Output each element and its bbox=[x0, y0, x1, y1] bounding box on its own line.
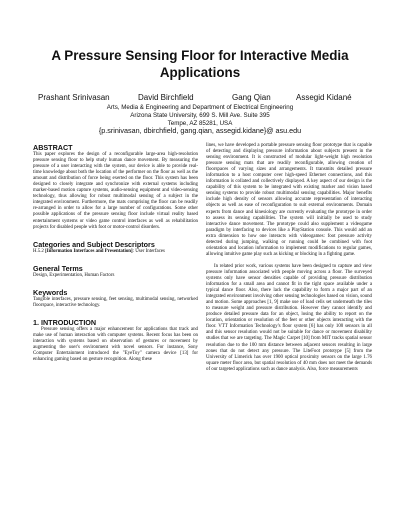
right-column bbox=[206, 143, 372, 373]
affiliation-line: Arts, Media & Engineering and Department of Electrical Engineering bbox=[106, 104, 294, 111]
keywords-text: Tangible interfaces, pressure sensing, feet sensing, multimodal sensing, networked floorspace, interactive technology. bbox=[33, 296, 198, 308]
affiliation-line: Arizona State University, 699 S. Mill Ave. Suite 395 bbox=[130, 112, 270, 119]
author-name: Assegid Kidané bbox=[296, 93, 352, 102]
introduction-text: Pressure sensing offers a major enhancement for applications that track and make use of human interaction with computer systems. Recent focus has been on interaction with systems based on observation of gestures or movement by augmenting the user's environment with novel sensors. For instance, Sony Computer Entertainment introduced the "EyeToy" camera device [13] for enhancing gaming based on gesture recognition. Along these bbox=[33, 326, 198, 363]
author-name: David Birchfield bbox=[138, 93, 194, 102]
categories-rest: : User Interfaces bbox=[132, 248, 165, 254]
title-line-2: Applications bbox=[159, 64, 241, 80]
body-paragraph: lines, we have developed a portable pressure sensing floor prototype that is capable of detecting and displaying pressure information about subjects present in the sensing environment. It is constructed of modular light-weight high resolution pressure sensing mats that are readily reconfigurable, allowing creation of floorspaces of varying sizes and arrangements. It transmits detailed pressure information to a host computer over high-speed Ethernet connections, and this information is collated and collectively displayed. A key aspect of our design is the capability of this system to be integrated with existing marker and vision based sensing systems to provide robust multimodal sensing capabilities. Major benefits include high density of sensors allowing accurate representation of interacting objects as well as ease of reconfiguration to suit external environments. Domain experts from dance and kinesiology are currently evaluating the prototype in order to assess its sensing capabilities. The system will initially be used to study interactive dance movement. The prototype could also supplement a videogame paradigm by interfacing to devices like a PlayStation console. This would add an extra dimension to how one interacts with videogames: foot pressure activity detected during jumping, walking or running could be combined with foot orientation and location information to implement modifications to regular games, allowing intuitive game play such as kicking or blocking in a fighting game. bbox=[206, 143, 372, 257]
categories-code: H.5.2 bbox=[33, 248, 44, 254]
introduction-heading: 1. INTRODUCTION bbox=[33, 317, 97, 327]
body-paragraph: In related prior work, various systems have been designed to capture and view pressure information associated with people moving across a floor. The surveyed systems only have sensor densities capable of providing pressure distribution information for a small area and cannot fit in the tight space available under a typical dance floor. Also, there lack the capability to form a major part of an integrated environment involving other sensing technologies based on vision, sound and motion. Some approaches [1, 9] make use of load cells set underneath the tiles to measure weight and pressure distribution. However they cannot identify and produce detailed pressure data for an object, losing the ability to report on the location, orientation or resolution of the feet or other objects interacting with the floor. VTT Information Technology's floor system [6] has only 100 sensors in all and this sensor resolution would not be suitable for dance or movement disability studies that we are targeting. The Magic Carpet [10] from MIT tracks spatial sensor resolution due to the 100 mm distance between adjacent sensors resulting in large zones that do not detect any pressure. The LiteFoot prototype [5] from the University of Limerick has over 1900 optical proximity sensors on the large 1.76 square meter floor area, but spatial resolution of 40 mm does not meet the demands of our targeted applications such as dance analysis. Also, force measurements bbox=[206, 263, 372, 372]
keywords-heading: Keywords bbox=[33, 287, 68, 297]
author-emails: {p.srinivasan, dbirchfield, gang.qian, assegid.kidane}@ asu.edu bbox=[98, 126, 302, 135]
paper-title bbox=[20, 48, 380, 81]
terms-text: Design, Experimentation, Human Factors bbox=[33, 272, 115, 278]
terms-heading: General Terms bbox=[33, 263, 83, 273]
author-name: Gang Qian bbox=[232, 93, 271, 102]
affiliation bbox=[20, 104, 380, 128]
affiliation-line: Tempe, AZ 85281, USA bbox=[167, 120, 233, 127]
abstract-text: This paper explores the design of a reconfigurable large-area high-resolution pressure sensing floor to help study human dance movement. By measuring the pressure of a user interacting with the system, our device is able to provide real-time knowledge about both the location of the performer on the floor as well as the amount and distribution of force being exerted on the floor. This system has been designed to closely integrate and synchronize with external systems including marker-based motion capture systems, audio-sensing equipment and video-sensing technology, thus allowing for robust multimodal sensing of a subject in the integrated environment. Furthermore, the mats comprising the floor can be readily re-arranged in order to allow for a large number of configurations. Some other possible applications of the pressure sensing floor include virtual reality based entertainment systems or video game control interfaces as well as rehabilitation projects for disabled people with foot or motor-control disorders. bbox=[33, 152, 198, 230]
categories-heading: Categories and Subject Descriptors bbox=[33, 239, 155, 249]
left-column bbox=[33, 143, 198, 363]
categories-bold: [Information Interfaces and Presentation] bbox=[45, 248, 133, 254]
author-name: Prashant Srinivasan bbox=[38, 93, 110, 102]
title-line-1: A Pressure Sensing Floor for Interactive Media bbox=[51, 48, 349, 63]
abstract-heading: ABSTRACT bbox=[33, 143, 73, 152]
